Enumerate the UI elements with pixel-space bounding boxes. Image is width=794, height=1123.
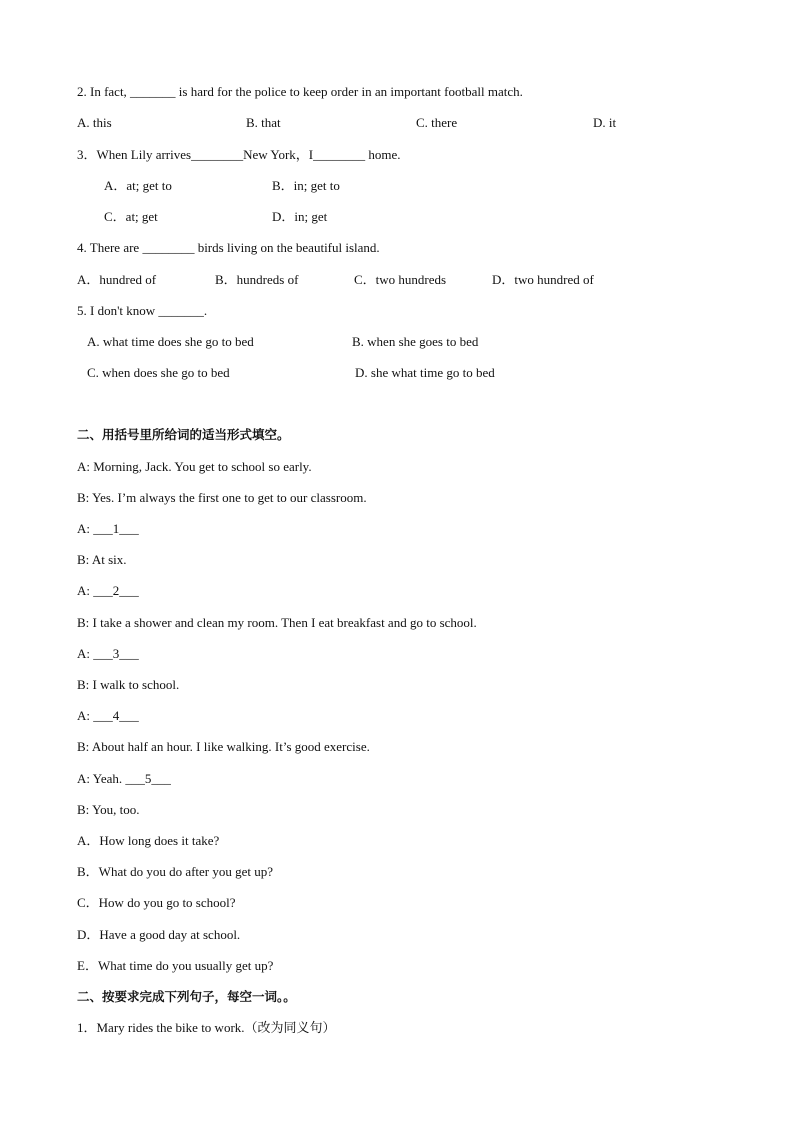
speaker-label: A: — [77, 583, 90, 598]
question-4-option-b: B．hundreds of — [215, 272, 299, 287]
answer-blank-2[interactable]: ___2___ — [93, 583, 139, 598]
question-4-option-a: A．hundred of — [77, 272, 157, 287]
section-3-question-1: 1．Mary rides the bike to work.（改为同义句） — [77, 1020, 336, 1035]
speaker-label: A: — [77, 521, 90, 536]
speaker-label: B: — [77, 615, 90, 630]
dialogue-text: Morning, Jack. You get to school so early. — [93, 459, 312, 474]
question-2-option-c: C. there — [416, 115, 458, 130]
dialogue-line — [77, 459, 312, 475]
question-5-option-a: A. what time does she go to bed — [87, 334, 254, 349]
question-4-stem: 4. There are ________ birds living on the beautiful island. — [77, 240, 380, 255]
speaker-label: B: — [77, 802, 90, 817]
question-5-stem: 5. I don't know _______. — [77, 303, 208, 318]
dialogue-line — [77, 802, 140, 818]
question-3-option-d: D．in; get — [272, 209, 328, 224]
dialogue-line — [77, 771, 171, 787]
dialogue-text: Yes. I’m always the first one to get to our classroom. — [92, 490, 367, 505]
question-4-option-c: C．two hundreds — [354, 272, 447, 287]
dialogue-line — [77, 583, 139, 599]
question-2-stem: 2. In fact, _______ is hard for the police to keep order in an important football match. — [77, 84, 523, 99]
question-3-option-b: B．in; get to — [272, 178, 340, 193]
speaker-label: A: — [77, 459, 90, 474]
speaker-label: B: — [77, 739, 90, 754]
dialogue-text: I walk to school. — [92, 677, 180, 692]
speaker-label: A: — [77, 771, 90, 786]
dialogue-line — [77, 739, 370, 755]
question-5-option-c: C. when does she go to bed — [87, 365, 230, 380]
speaker-label: A: — [77, 708, 90, 723]
dialogue-line — [77, 552, 127, 568]
choice-item: E．What time do you usually get up? — [77, 958, 274, 973]
question-5-option-d: D. she what time go to bed — [355, 365, 495, 380]
section-2-heading: 二、用括号里所给词的适当形式填空。 — [77, 427, 290, 442]
answer-blank-4[interactable]: ___4___ — [93, 708, 139, 723]
dialogue-line — [77, 615, 477, 631]
dialogue-line — [77, 708, 139, 724]
speaker-label: B: — [77, 490, 90, 505]
dialogue-text: You, too. — [92, 802, 140, 817]
question-2-option-d: D. it — [593, 115, 617, 130]
choice-item: C．How do you go to school? — [77, 895, 236, 910]
answer-blank-3[interactable]: ___3___ — [93, 646, 139, 661]
dialogue-line — [77, 646, 139, 662]
question-2-option-a: A. this — [77, 115, 112, 130]
question-2-option-b: B. that — [246, 115, 281, 130]
speaker-label: B: — [77, 552, 90, 567]
question-5-option-b: B. when she goes to bed — [352, 334, 479, 349]
dialogue-line — [77, 677, 179, 693]
dialogue-line — [77, 521, 139, 537]
choice-item: B．What do you do after you get up? — [77, 864, 274, 879]
question-4-option-d: D．two hundred of — [492, 272, 594, 287]
answer-blank-5[interactable]: ___5___ — [125, 771, 171, 786]
question-3-option-c: C．at; get — [104, 209, 158, 224]
dialogue-text: About half an hour. I like walking. It’s good exercise. — [91, 739, 370, 754]
choice-item: A．How long does it take? — [77, 833, 220, 848]
section-3-heading: 二、按要求完成下列句子，每空一词。。 — [77, 989, 296, 1004]
speaker-label: A: — [77, 646, 90, 661]
question-3-stem: 3．When Lily arrives________New York，I________ home. — [77, 147, 401, 162]
dialogue-text: Yeah. — [92, 771, 123, 786]
answer-blank-1[interactable]: ___1___ — [93, 521, 139, 536]
dialogue-line — [77, 490, 367, 506]
question-3-option-a: A．at; get to — [104, 178, 172, 193]
speaker-label: B: — [77, 677, 90, 692]
dialogue-text: At six. — [91, 552, 127, 567]
choice-item: D．Have a good day at school. — [77, 927, 241, 942]
dialogue-text: I take a shower and clean my room. Then I eat breakfast and go to school. — [92, 615, 477, 630]
